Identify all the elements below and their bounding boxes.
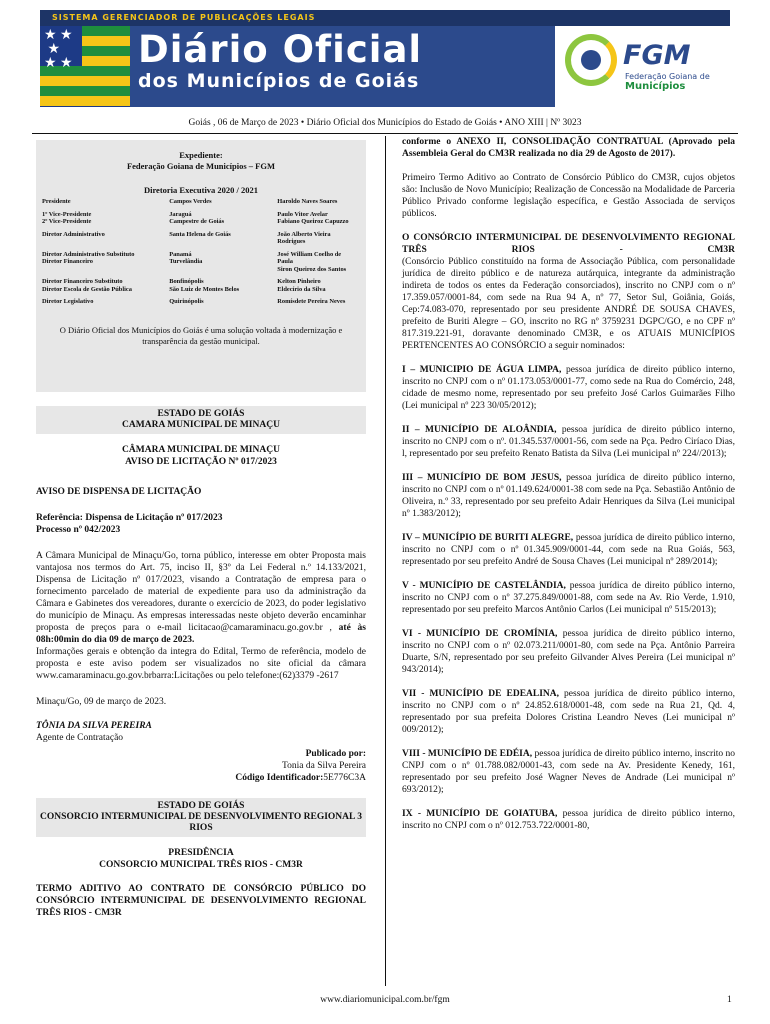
municipality-item xyxy=(402,808,735,832)
dateline: Goiás , 06 de Março de 2023 • Diário Oficial dos Municípios do Estado de Goiás • ANO XIII | Nº 3023 xyxy=(188,118,582,128)
published-by-label: Publicado por: xyxy=(305,749,366,759)
municipality-text: pessoa jurídica de direito público interno, inscrito no CNPJ com o nº 24.852.618/0001-48, com sede na Rua 21, Qd. 4, representado por sua prefeita Dolores Cristina Leandro Neves (Lei municipal nº 009/2012); xyxy=(402,689,735,735)
column-divider xyxy=(385,136,386,986)
fgm-logo-text: FGM xyxy=(623,40,691,71)
expediente-org: Federação Goiana de Municípios – FGM xyxy=(126,161,276,171)
municipality-item xyxy=(402,364,735,412)
identifier-code: Código Identificador:5E776C3A xyxy=(235,773,366,783)
section-entity-2: CONSORCIO INTERMUNICIPAL DE DESENVOLVIMENTO REGIONAL 3 RIOS xyxy=(40,812,362,833)
consortium-heading: O CONSÓRCIO INTERMUNICIPAL DE DESENVOLVIMENTO REGIONAL TRÊS RIOS - CM3R xyxy=(402,233,735,255)
expediente-row xyxy=(42,198,360,211)
fgm-logo-sub2: Municípios xyxy=(625,81,686,92)
municipality-head: VI - MUNICÍPIO DE CROMÍNIA, xyxy=(402,629,558,639)
expediente-city: Campos Verdes xyxy=(169,198,212,205)
fgm-logo-sub1: Federação Goiana de xyxy=(625,72,710,81)
expediente-row xyxy=(42,211,360,231)
municipality-text: pessoa jurídica de direito público interno, inscrito no CNPJ com o nº 01.173.053/0001-77, como sede na Rua do Comércio, 248, cidade de mesmo nome, representado por seu prefeito José Carlos Guimarães Filho (Lei municipal nº 223 30/05/2012); xyxy=(402,365,735,411)
header-divider xyxy=(32,133,738,134)
municipality-head: IX - MUNICÍPIO DE GOIATUBA, xyxy=(402,809,558,819)
aviso-body: A Câmara Municipal de Minaçu/Go, torna público, interesse em obter Proposta mais vantajosa nos termos do Art. 75, inciso II, §3º da Lei Federal n.º 14.133/2021, Dispensa de Licitação nº 017/2023, visando a Contratação de empresa para o fornecimento parcelado de material de expediente para uso da administração da Câmara e Gabinetes dos vereadores, durante o exercício de 2023, do poder legislativo do município de Minaçu. As empresas interessadas neste objeto deverão encaminhar proposta de preços para o e-mail licitacao@camaraminacu.go.gov.br , até às 08h:00min do dia 09 de março de 2023. xyxy=(36,551,366,645)
municipality-text: pessoa jurídica de direito público interno, inscrito no CNPJ com o nº 01.149.624/0001-38 com sede na Pça. Sebastião Antônio de Oliveira, n.º 33, representado por seu prefeito Adair Henriques da Silva (Lei municipal nº 1.383/2012); xyxy=(402,473,736,519)
expediente-box xyxy=(36,140,366,392)
expediente-city: Santa Helena de Goiás xyxy=(169,230,231,238)
consortium-description: (Consórcio Público constituído na forma de Associação Pública, com personalidade jurídica de direito público e de natureza autárquica, integrante da administração indireta de todos os entes da Federação consorciados), inscrito no CNPJ com o nº 17.359.057/0001-84, com sede na Rua 94 A, nº 77, Setor Sul, Goiânia, Goiás, Cep:74.083-070, representado por seu presidente ANDRÉ DE SOUSA CHAVES, prefeito de Buriti Alegre – GO, inscrito no RG nº 3759231 DGPC/GO, e no CPF nº 817.319.221-91, doravante denominado CM3R, e os ATUAIS MUNICÍPIOS PERTENCENTES AO CONSÓRCIO a seguir nominados: xyxy=(402,257,735,351)
system-label: SISTEMA GERENCIADOR DE PUBLICAÇÕES LEGAIS xyxy=(40,10,730,26)
signer-role: Agente de Contratação xyxy=(36,733,124,743)
municipality-head: VIII - MUNICÍPIO DE EDÉIA, xyxy=(402,749,533,759)
expediente-directorate: Diretoria Executiva 2020 / 2021 xyxy=(143,185,259,195)
goias-flag-icon: ★ ★ ★ ★ ★ xyxy=(40,26,130,107)
municipality-item xyxy=(402,424,735,460)
expediente-role: 1º Vice-Presidente 2º Vice-Presidente xyxy=(42,210,92,225)
expediente-city: Quirinópolis xyxy=(169,298,204,305)
section-state: ESTADO DE GOIÁS xyxy=(157,409,245,419)
expediente-name: Paulo Vitor Avelar Fabiano Queiroz Capuzzo xyxy=(277,210,349,225)
municipality-head: I – MUNICIPIO DE ÁGUA LIMPA, xyxy=(402,365,562,375)
aviso-heading: AVISO DE DISPENSA DE LICITAÇÃO xyxy=(36,487,202,497)
expediente-role: Diretor Financeiro Substituto Diretor Escola de Gestão Pública xyxy=(42,278,132,293)
page-number: 1 xyxy=(727,995,732,1005)
expediente-row xyxy=(42,231,360,251)
expediente-name: José William Coelho de Paula Siron Queiroz dos Santos xyxy=(277,250,347,273)
expediente-name: Kelton Pinheiro Eldecírio da Silva xyxy=(277,278,326,293)
expediente-city: Panamá Turvelândia xyxy=(169,250,203,265)
expediente-title: Expediente: xyxy=(179,150,223,160)
fgm-ring-icon xyxy=(565,34,617,86)
municipality-text: pessoa jurídica de direito público interno, inscrito no CNPJ com o nº 02.073.211/0001-80, com sede na Pça. Antônio Parreira Duarte, S/N, representado por seu prefeito Gilvander Alves Pereira (Lei municipal nº 943/2014); xyxy=(402,629,735,675)
signer-name: TÔNIA DA SILVA PEREIRA xyxy=(36,721,152,731)
municipality-item xyxy=(402,472,735,520)
municipality-text: pessoa jurídica de direito público interno, inscrito no CNPJ com o nº 012.753.722/0001-80, xyxy=(402,809,736,831)
municipality-item xyxy=(402,580,735,616)
expediente-name: Haroldo Naves Soares xyxy=(277,198,338,205)
expediente-row xyxy=(42,278,360,298)
municipality-head: IV – MUNICÍPIO DE BURITI ALEGRE, xyxy=(402,533,574,543)
expediente-city: Bonfinópolis São Luiz de Montes Belos xyxy=(169,278,240,293)
municipality-text: pessoa jurídica de direito público interno, inscrito no CNPJ com o nº 37.275.849/0001-88, com sede na Av. Rio Verde, 1.910, representado por seu prefeito Marcos Antônio Carlos (Lei municipal nº 515/2013); xyxy=(402,581,735,615)
fgm-logo xyxy=(555,26,730,107)
municipality-head: V - MUNICÍPIO DE CASTELÂNDIA, xyxy=(402,581,566,591)
reference: Referência: Dispensa de Licitação nº 017/2023 xyxy=(36,513,223,523)
expediente-name: Romísdete Pereira Neves xyxy=(277,298,346,305)
expediente-name: João Alberto Vieira Rodrigues xyxy=(277,230,331,245)
municipality-list xyxy=(402,364,735,832)
section-entity: CAMARA MUNICIPAL DE MINAÇU xyxy=(122,420,280,430)
aviso-info: Informações gerais e obtenção da integra do Edital, Termo de referência, modelo de proposta e este aviso podem ser visualizados no site oficial da câmara www.camaraminacu.go.gov.brbarra:Licitações ou pelo telefone:(62)3379 -2617 xyxy=(36,647,366,681)
expediente-role: Diretor Legislativo xyxy=(42,298,94,305)
section-state-2: ESTADO DE GOIÁS xyxy=(157,801,245,811)
published-by-name: Tonia da Silva Pereira xyxy=(281,761,366,771)
section-header-cm3r xyxy=(36,798,366,837)
footer-url: www.diariomunicipal.com.br/fgm xyxy=(320,995,450,1005)
municipality-item xyxy=(402,688,735,736)
presidency: PRESIDÊNCIA xyxy=(168,848,234,858)
municipality-text: pessoa jurídica de direito público interno, inscrito no CNPJ com o nº. 01.345.537/0001-56, com sede na Pça. Pedro Ciríaco Dias, l, representado por seu prefeito Renato Batista da Silva (Lei municipal nº 224//2013); xyxy=(402,425,736,459)
expediente-note: O Diário Oficial dos Municípios do Goiás é uma solução voltada à modernização e transparência da gestão municipal. xyxy=(59,324,343,346)
expediente-row xyxy=(42,251,360,279)
expediente-row xyxy=(42,298,360,311)
section-header-minacu xyxy=(36,406,366,434)
right-column xyxy=(402,136,735,832)
doc-entity: CÂMARA MUNICIPAL DE MINAÇU xyxy=(122,445,280,455)
municipality-item xyxy=(402,748,735,796)
municipality-head: VII - MUNICÍPIO DE EDEALINA, xyxy=(402,689,560,699)
expediente-role: Presidente xyxy=(42,198,71,205)
publication-title: Diário Oficial xyxy=(138,28,423,71)
process-number: Processo nº 042/2023 xyxy=(36,525,121,535)
doc-title: AVISO DE LICITAÇÃO Nº 017/2023 xyxy=(125,457,277,467)
municipality-text: pessoa jurídica de direito público interno, inscrito no CNPJ com o nº 01.345.909/0001-44, com sede na Rua Goiás, 563, representado por seu prefeito André de Sousa Chaves (Lei municipal nº 289/2014); xyxy=(402,533,735,567)
municipality-head: II – MUNICÍPIO DE ALOÂNDIA, xyxy=(402,425,557,435)
place-date: Minaçu/Go, 09 de março de 2023. xyxy=(36,697,167,707)
consolidation-note: conforme o ANEXO II, CONSOLIDAÇÃO CONTRATUAL (Aprovado pela Assembleia Geral do CM3R realizada no dia 29 de Agosto de 2017). xyxy=(402,137,735,159)
publication-subtitle: dos Municípios de Goiás xyxy=(138,70,420,92)
expediente-table xyxy=(42,198,360,311)
expediente-city: Jaraguá Campestre de Goiás xyxy=(169,210,225,225)
expediente-role: Diretor Administrativo Substituto Diretor Financeiro xyxy=(42,250,135,265)
expediente-role: Diretor Administrativo xyxy=(42,230,105,238)
municipality-text: pessoa jurídica de direito público interno, inscrito no CNPJ com o nº 01.788.082/0001-43, com sede na Av. Presidente Kenedy, 161, representado por seu prefeito José Wagner Neves de Andrade (Lei municipal nº 693/2012); xyxy=(402,749,736,795)
municipality-item xyxy=(402,628,735,676)
municipality-item xyxy=(402,532,735,568)
termo-title: TERMO ADITIVO AO CONTRATO DE CONSÓRCIO PÚBLICO DO CONSÓRCIO INTERMUNICIPAL DE DESENVOLVIMENTO REGIONAL TRÊS RIOS - CM3R xyxy=(36,884,366,918)
municipality-head: III – MUNICÍPIO DE BOM JESUS, xyxy=(402,473,562,483)
left-column xyxy=(36,140,366,919)
header-banner xyxy=(40,10,730,107)
consortium-name: CONSORCIO MUNICIPAL TRÊS RIOS - CM3R xyxy=(99,860,303,870)
termo-description: Primeiro Termo Aditivo ao Contrato de Consórcio Público do CM3R, cujos objetos são: Inclusão de Novo Município; Realização de Concessão na Modalidade de Parceria Público Privado conforme legislação específica, e Gestão Associada de serviços públicos. xyxy=(402,173,735,219)
